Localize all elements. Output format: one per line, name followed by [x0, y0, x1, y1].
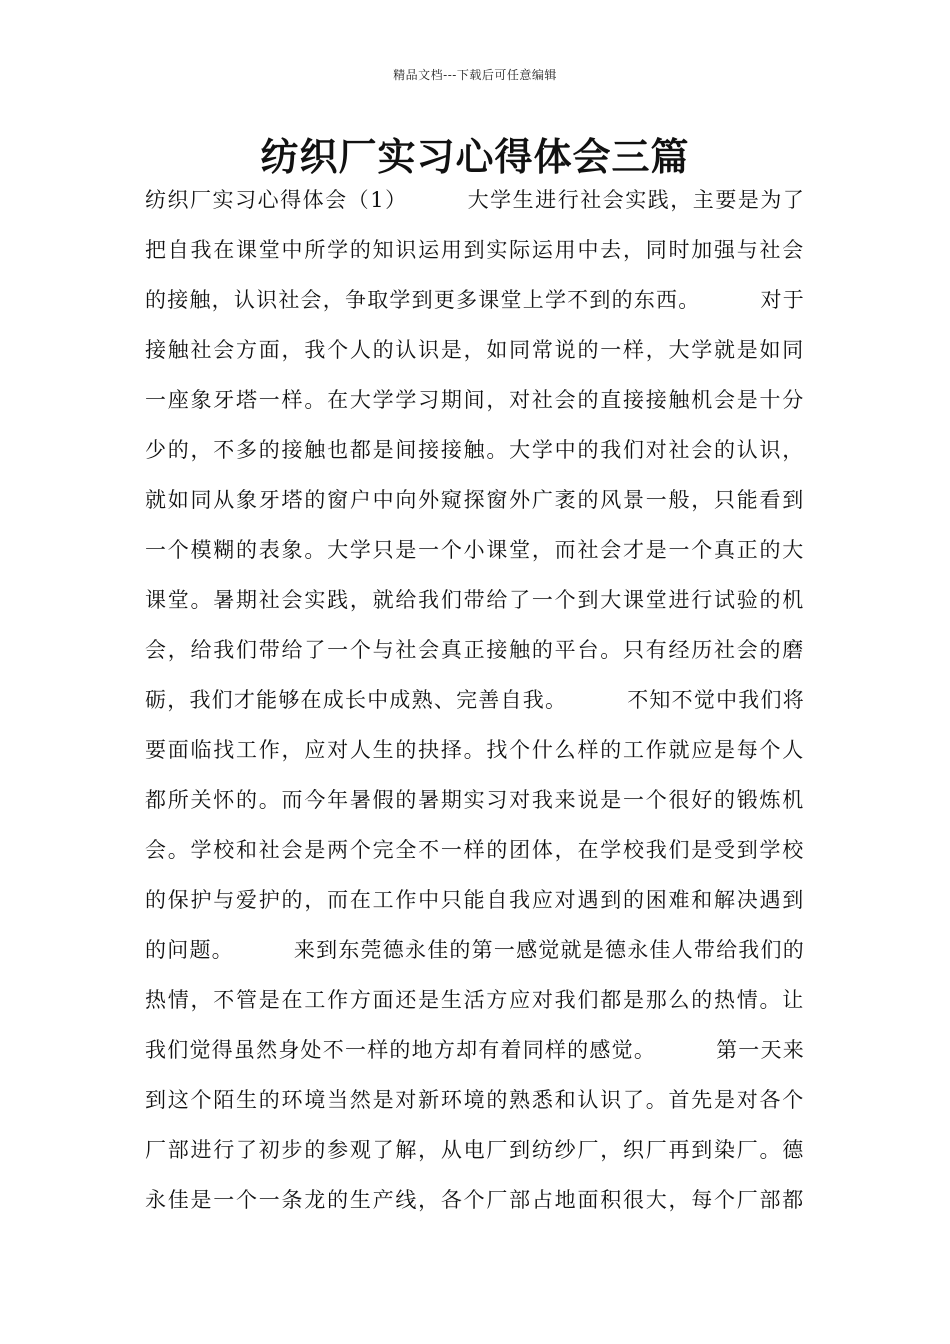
text-line: [145, 280, 805, 330]
text-segment: 的问题。: [145, 938, 234, 962]
text-segment: 厂部进行了初步的参观了解，从电厂到纺纱厂，织厂再到染厂。德: [145, 1138, 806, 1162]
text-segment: 的保护与爱护的，而在工作中只能自我应对遇到的困难和解决遇到: [145, 888, 806, 912]
text-segment: 会。学校和社会是两个完全不一样的团体，在学校我们是受到学校: [145, 838, 806, 862]
text-line: [145, 580, 805, 630]
text-segment: 不知不觉中我们将: [627, 688, 805, 712]
document-body: [145, 180, 805, 1230]
text-segment: 的接触，认识社会，争取学到更多课堂上学不到的东西。: [145, 288, 701, 312]
text-segment: 少的，不多的接触也都是间接接触。大学中的我们对社会的认识，: [145, 438, 806, 462]
text-segment: 热情，不管是在工作方面还是生活方应对我们都是那么的热情。让: [145, 988, 806, 1012]
text-line: [145, 630, 805, 680]
text-segment: 我们觉得虽然身处不一样的地方却有着同样的感觉。: [145, 1038, 657, 1062]
text-segment: 要面临找工作，应对人生的抉择。找个什么样的工作就应是每个人: [145, 738, 806, 762]
text-segment: 到这个陌生的环境当然是对新环境的熟悉和认识了。首先是对各个: [145, 1088, 806, 1112]
text-line: [145, 230, 805, 280]
text-segment: 把自我在课堂中所学的知识运用到实际运用中去，同时加强与社会: [145, 238, 806, 262]
text-line: [145, 380, 805, 430]
text-line: [145, 1030, 805, 1080]
text-line: [145, 530, 805, 580]
text-line: [145, 180, 805, 230]
text-line: [145, 480, 805, 530]
text-segment: 一个模糊的表象。大学只是一个小课堂，而社会才是一个真正的大: [145, 538, 806, 562]
text-line: [145, 730, 805, 780]
text-line: [145, 330, 805, 380]
text-line: [145, 980, 805, 1030]
text-segment: 会，给我们带给了一个与社会真正接触的平台。只有经历社会的磨: [145, 638, 806, 662]
text-segment: 来到东莞德永佳的第一感觉就是德永佳人带给我们的: [293, 938, 805, 962]
text-line: [145, 830, 805, 880]
text-segment: 接触社会方面，我个人的认识是，如同常说的一样，大学就是如同: [145, 338, 806, 362]
text-segment: 砺，我们才能够在成长中成熟、完善自我。: [145, 688, 568, 712]
text-line: [145, 780, 805, 830]
text-line: [145, 1080, 805, 1130]
text-segment: 永佳是一个一条龙的生产线，各个厂部占地面积很大，每个厂部都: [145, 1188, 806, 1212]
text-line: [145, 880, 805, 930]
text-segment: 课堂。暑期社会实践，就给我们带给了一个到大课堂进行试验的机: [145, 588, 806, 612]
text-segment: 对于: [760, 288, 805, 312]
text-segment: 大学生进行社会实践，主要是为了: [467, 188, 806, 212]
header-note: 精品文档---下载后可任意编辑: [393, 68, 557, 82]
text-line: [145, 680, 805, 730]
text-segment: 一座象牙塔一样。在大学学习期间，对社会的直接接触机会是十分: [145, 388, 806, 412]
text-line: [145, 1130, 805, 1180]
text-segment: 第一天来: [716, 1038, 805, 1062]
text-segment: 就如同从象牙塔的窗户中向外窥探窗外广袤的风景一般，只能看到: [145, 488, 806, 512]
text-segment: 都所关怀的。而今年暑假的暑期实习对我来说是一个很好的锻炼机: [145, 788, 806, 812]
text-segment: 纺织厂实习心得体会（1）: [145, 188, 408, 212]
document-title: 纺织厂实习心得体会三篇: [260, 135, 690, 179]
text-line: [145, 930, 805, 980]
text-line: [145, 1180, 805, 1230]
text-line: [145, 430, 805, 480]
